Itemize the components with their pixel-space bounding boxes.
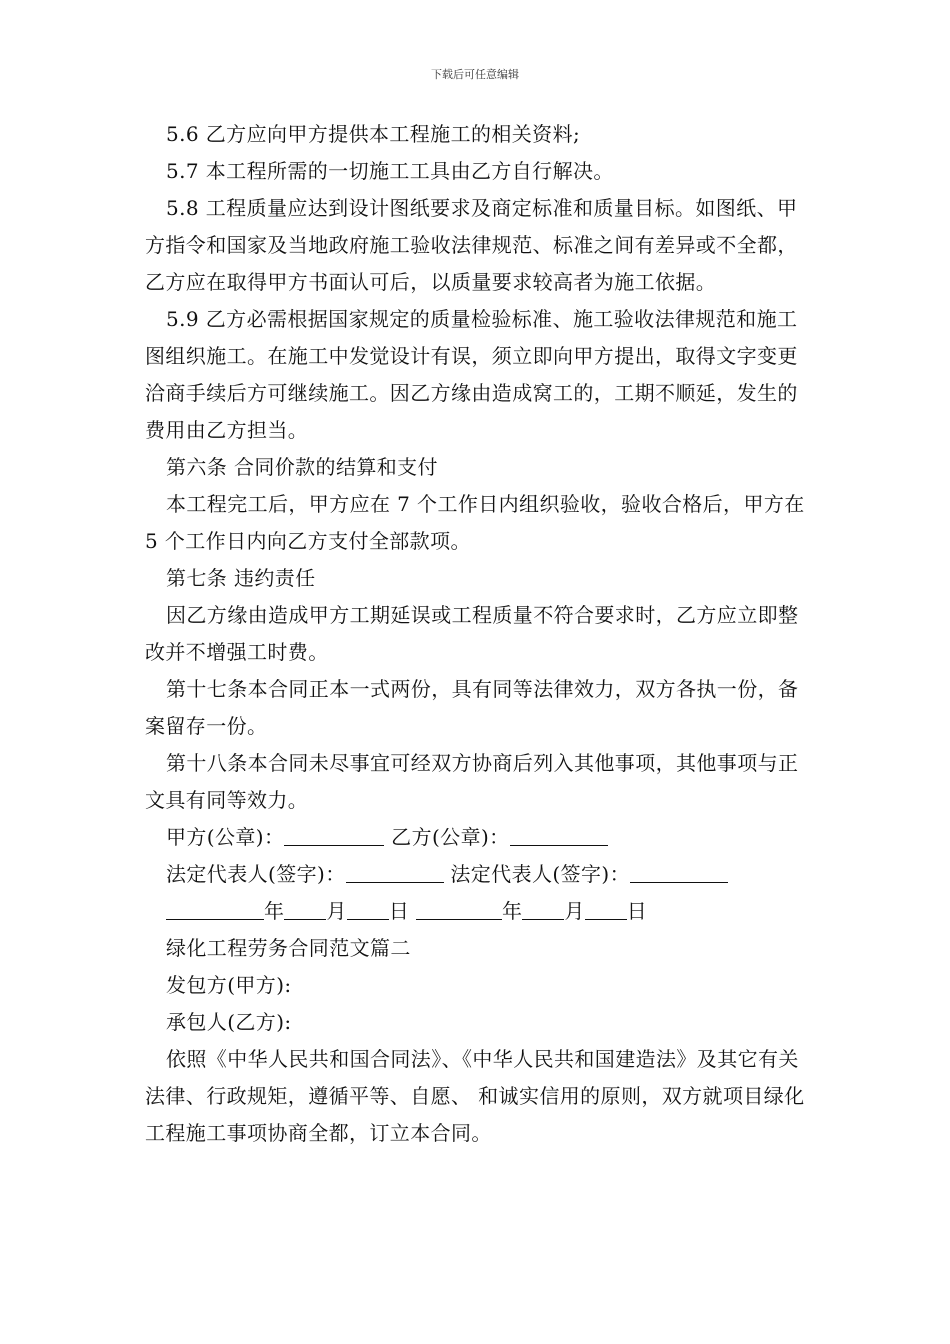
date-b-day-blank: [585, 899, 627, 920]
date-a-year-blank: [166, 899, 264, 920]
clause-5-6: 5.6 乙方应向甲方提供本工程施工的相关资料;: [166, 122, 581, 146]
party-a-seal-blank: [284, 825, 384, 846]
rep-b-label: 法定代表人(签字)：: [450, 862, 630, 886]
date-a-month-blank: [284, 899, 326, 920]
article-7-text: 因乙方缘由造成甲方工期延误或工程质量不符合要求时，乙方应立即整改并不增强工时费。: [145, 603, 799, 664]
rep-b-blank: [630, 862, 728, 883]
seal-line: [145, 819, 817, 856]
date-a-day: 日: [388, 899, 410, 923]
rep-a-blank: [346, 862, 444, 883]
date-b-month-blank: [522, 899, 564, 920]
contractor-line: 承包人(乙方):: [166, 1010, 292, 1034]
page-header: 下载后可任意编辑: [431, 68, 519, 81]
date-a-year: 年: [264, 899, 285, 923]
article-17-text: 第十七条本合同正本一式两份，具有同等法律效力，双方各执一份，备案留存一份。: [145, 677, 799, 738]
article-6-heading: 第六条 合同价款的结算和支付: [166, 455, 438, 479]
date-b-year: 年: [501, 899, 523, 923]
date-a-day-blank: [347, 899, 389, 920]
article-6-text: 本工程完工后，甲方应在 7 个工作日内组织验收，验收合格后，甲方在 5 个工作日内向乙方支付全部款项。: [145, 492, 805, 553]
clause-5-8: 5.8 工程质量应达到设计图纸要求及商定标准和质量目标。如图纸、甲方指令和国家及当地政府施工验收法律规范、标准之间有差异或不全都，乙方应在取得甲方书面认可后，以质量要求较高者为施工依据。: [145, 196, 798, 294]
section-2-title: 绿化工程劳务合同范文篇二: [166, 936, 411, 960]
rep-a-label: 法定代表人(签字)：: [166, 862, 346, 886]
date-b-day: 日: [626, 899, 648, 923]
date-a-month: 月: [326, 899, 347, 923]
party-b-seal-blank: [510, 825, 608, 846]
section-2-intro: 依照《中华人民共和国合同法》、《中华人民共和国建造法》及其它有关法律、行政规矩，遵循平等、自愿、 和诚实信用的原则，双方就项目绿化工程施工事项协商全都，订立本合同。: [145, 1047, 805, 1145]
date-b-year-blank: [416, 899, 502, 920]
clause-5-9: 5.9 乙方必需根据国家规定的质量检验标准、施工验收法律规范和施工图组织施工。在施工中发觉设计有误，须立即向甲方提出，取得文字变更洽商手续后方可继续施工。因乙方缘由造成窝工的，工期不顺延，发生的费用由乙方担当。: [145, 307, 798, 442]
clause-5-7: 5.7 本工程所需的一切施工工具由乙方自行解决。: [166, 159, 614, 183]
document-body: [145, 116, 817, 1152]
representative-line: [145, 856, 817, 893]
party-a-seal-label: 甲方(公章)：: [166, 825, 285, 849]
date-line: [145, 893, 817, 930]
article-7-heading: 第七条 违约责任: [166, 566, 316, 590]
party-b-seal-label: 乙方(公章)：: [391, 825, 510, 849]
article-18-text: 第十八条本合同未尽事宜可经双方协商后列入其他事项，其他事项与正文具有同等效力。: [145, 751, 799, 812]
employer-line: 发包方(甲方):: [166, 973, 292, 997]
date-b-month: 月: [564, 899, 585, 923]
